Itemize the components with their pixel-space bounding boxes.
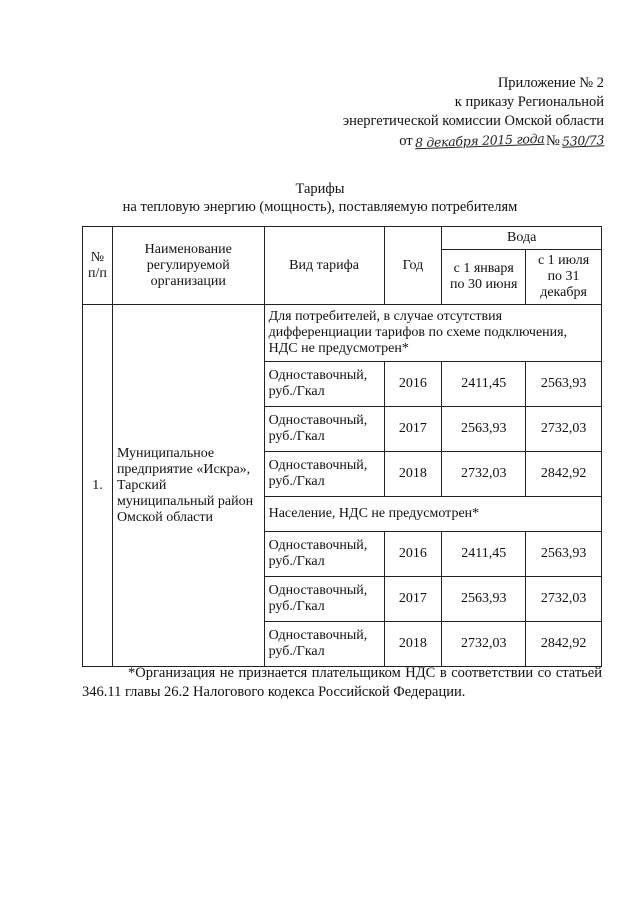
period2-value: 2563,93 bbox=[526, 532, 602, 577]
period2-value: 2563,93 bbox=[526, 362, 602, 407]
col-header-period-1: с 1 января по 30 июня bbox=[442, 250, 526, 305]
period2-value: 2842,92 bbox=[526, 452, 602, 497]
title-sub: на тепловую энергию (мощность), поставляемую потребителям bbox=[122, 199, 518, 215]
tariff-table bbox=[82, 226, 602, 667]
year-cell: 2016 bbox=[384, 362, 442, 407]
col-header-period-2: с 1 июля по 31 декабря bbox=[526, 250, 602, 305]
col-header-tariff-type: Вид тарифа bbox=[264, 227, 384, 305]
period1-value: 2563,93 bbox=[442, 407, 526, 452]
group-label-population: Население, НДС не предусмотрен* bbox=[264, 497, 601, 532]
title-main: Тарифы bbox=[295, 181, 345, 197]
number-label: № bbox=[545, 133, 560, 149]
footnote: *Организация не признается плательщиком НДС в соответствии со статьей 346.11 главы 26.2 Налогового кодекса Российской Федерации. bbox=[82, 665, 602, 700]
period1-value: 2411,45 bbox=[442, 532, 526, 577]
appendix-label: Приложение № 2 bbox=[497, 75, 604, 91]
period2-value: 2732,03 bbox=[526, 577, 602, 622]
tariff-type-cell: Одноставочный, руб./Гкал bbox=[264, 407, 384, 452]
tariff-type-cell: Одноставочный, руб./Гкал bbox=[264, 452, 384, 497]
col-header-year: Год bbox=[384, 227, 442, 305]
tariff-type-cell: Одноставочный, руб./Гкал bbox=[264, 577, 384, 622]
handwritten-date: 8 декабря 2015 года bbox=[414, 130, 545, 151]
row-number: 1. bbox=[83, 305, 113, 667]
order-reference: к приказу Региональной bbox=[454, 94, 604, 110]
group-label-consumers: Для потребителей, в случае отсутствия дифференциации тарифов по схеме подключения, НДС не предусмотрен* bbox=[264, 305, 601, 362]
period1-value: 2732,03 bbox=[442, 622, 526, 667]
col-header-water: Вода bbox=[442, 227, 602, 250]
col-header-organization: Наименование регулируемой организации bbox=[112, 227, 264, 305]
year-cell: 2017 bbox=[384, 577, 442, 622]
tariff-type-cell: Одноставочный, руб./Гкал bbox=[264, 532, 384, 577]
organization-name: Муниципальное предприятие «Искра», Тарский муниципальный район Омской области bbox=[112, 305, 264, 667]
commission-name: энергетической комиссии Омской области bbox=[342, 113, 604, 129]
table-header-row bbox=[83, 227, 602, 250]
tariff-type-cell: Одноставочный, руб./Гкал bbox=[264, 622, 384, 667]
period1-value: 2563,93 bbox=[442, 577, 526, 622]
tariff-type-cell: Одноставочный, руб./Гкал bbox=[264, 362, 384, 407]
document-title bbox=[0, 180, 640, 216]
col-header-number: № п/п bbox=[83, 227, 113, 305]
handwritten-number: 530/73 bbox=[561, 132, 605, 149]
order-date-line bbox=[399, 131, 604, 151]
period2-value: 2732,03 bbox=[526, 407, 602, 452]
year-cell: 2018 bbox=[384, 622, 442, 667]
year-cell: 2018 bbox=[384, 452, 442, 497]
period2-value: 2842,92 bbox=[526, 622, 602, 667]
document-header bbox=[343, 74, 604, 151]
group-row-consumers bbox=[83, 305, 602, 362]
from-label: от bbox=[399, 133, 413, 149]
period1-value: 2411,45 bbox=[442, 362, 526, 407]
year-cell: 2016 bbox=[384, 532, 442, 577]
year-cell: 2017 bbox=[384, 407, 442, 452]
period1-value: 2732,03 bbox=[442, 452, 526, 497]
